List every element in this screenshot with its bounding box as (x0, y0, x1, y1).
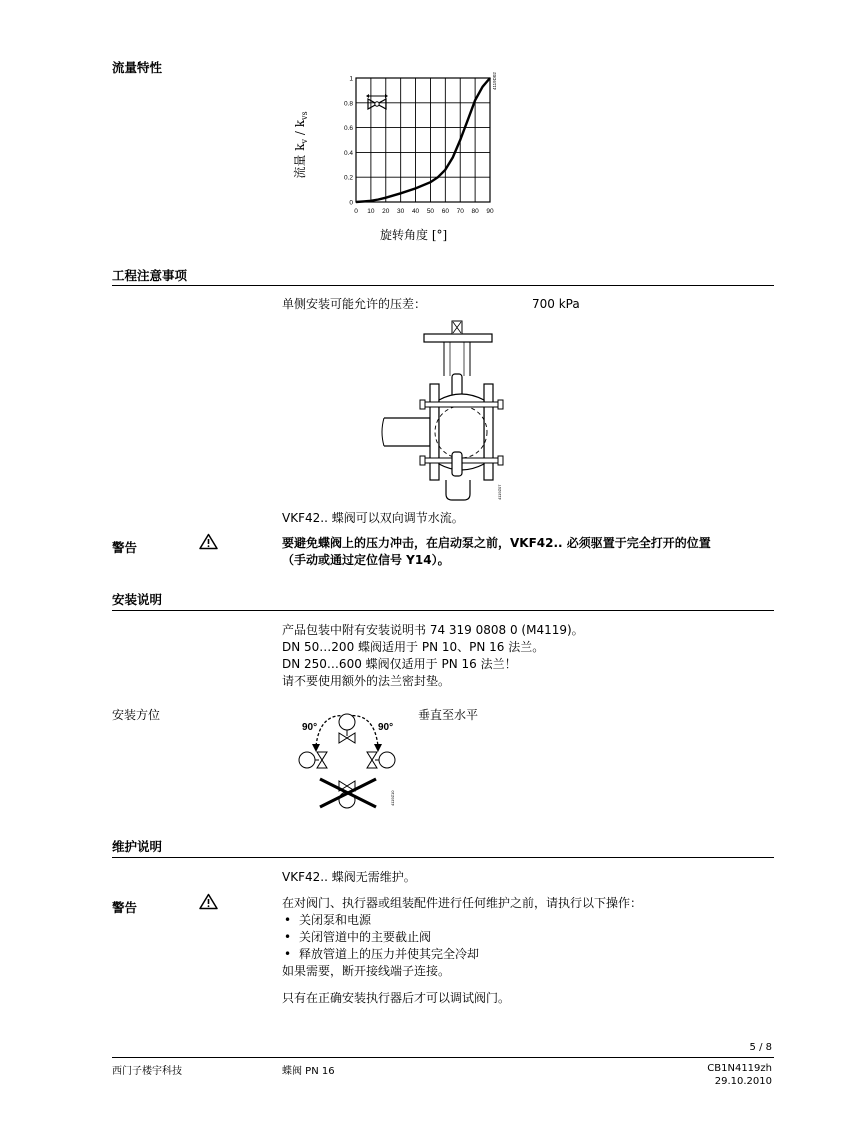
x-tick-label: 40 (411, 208, 420, 215)
bidirectional-note: VKF42.. 蝶阀可以双向调节水流。 (282, 511, 464, 525)
x-tick-label: 20 (382, 208, 390, 215)
ylabel-sub1: v (300, 138, 310, 144)
valve-installation-drawing (380, 318, 510, 506)
list-item: • 关闭管道中的主要截止阀 (282, 929, 762, 946)
flow-figure-id: 4119D02 (492, 72, 497, 90)
y-tick-label: 0.8 (343, 100, 353, 108)
installation-heading: 安装说明 (112, 592, 163, 607)
ylabel-sub2: vs (300, 111, 310, 121)
footer-doc-info (707, 1062, 772, 1088)
orientation-value: 垂直至水平 (418, 708, 479, 722)
angle-left-label: 90° (302, 722, 318, 733)
pressure-label: 单侧安装可能允许的压差： (282, 297, 427, 311)
orientation-figure-id: 4119Z10 (390, 790, 395, 806)
page-number: 5 / 8 (749, 1042, 772, 1053)
y-tick-label: 0.4 (343, 149, 353, 157)
no-maintenance-note: VKF42.. 蝶阀无需维护。 (282, 870, 416, 884)
warning-line-1: 要避免蝶阀上的压力冲击，在启动泵之前，VKF42.. 必须驱置于完全打开的位置 (282, 536, 711, 550)
y-tick-label: 0 (349, 199, 353, 207)
section-rule (112, 857, 774, 858)
chart-y-ticks (344, 76, 353, 207)
x-tick-label: 60 (441, 208, 449, 215)
x-tick-label: 80 (471, 208, 479, 215)
warning-line-2: （手动或通过定位信号 Y14）。 (282, 553, 450, 567)
ylabel-prefix: 流量 k (292, 143, 307, 179)
warning-label-2: 警告 (112, 900, 138, 915)
flow-chart-ylabel (290, 110, 310, 180)
x-tick-label: 30 (397, 208, 405, 215)
warning-label-1: 警告 (112, 540, 138, 555)
x-tick-label: 0 (354, 208, 358, 215)
installation-notes (282, 622, 762, 690)
flow-heading: 流量特性 (112, 60, 163, 75)
x-tick-label: 50 (426, 208, 435, 215)
orientation-drawing (290, 706, 410, 812)
chart-grid (356, 78, 490, 202)
footer-company: 西门子楼宇科技 (112, 1066, 182, 1077)
commissioning-note: 只有在正确安装执行器后才可以调试阀门。 (282, 991, 511, 1005)
maintenance-intro: 在对阀门、执行器或组装配件进行任何维护之前，请执行以下操作： (282, 896, 643, 910)
maintenance-instructions (282, 895, 762, 1007)
y-tick-label: 0.6 (343, 125, 353, 133)
butterfly-valve-icon (366, 94, 388, 109)
engineering-heading: 工程注意事项 (112, 268, 188, 283)
y-tick-label: 1 (349, 75, 353, 83)
disconnect-note: 如果需要，断开接线端子连接。 (282, 964, 451, 978)
warning-triangle-icon (199, 893, 218, 910)
maintenance-steps (282, 912, 762, 963)
chart-series-line (356, 78, 490, 202)
installation-line: 产品包装中附有安装说明书 74 319 0808 0 (M4119)。 (282, 623, 584, 637)
maintenance-heading: 维护说明 (112, 839, 163, 854)
x-tick-label: 70 (456, 208, 464, 215)
footer-date: 29.10.2010 (714, 1076, 772, 1087)
x-tick-label: 90 (486, 208, 494, 215)
chart-x-ticks (354, 208, 494, 215)
y-tick-label: 0.2 (343, 174, 353, 182)
pressure-value: 700 kPa (532, 297, 580, 311)
ylabel-sep: / k (292, 120, 307, 139)
footer-rule (112, 1057, 774, 1058)
installation-line: DN 50…200 蝶阀适用于 PN 10、PN 16 法兰。 (282, 640, 545, 654)
list-item: • 释放管道上的压力并使其完全冷却 (282, 946, 762, 963)
angle-right-label: 90° (378, 722, 394, 733)
footer-product: 蝶阀 PN 16 (282, 1066, 335, 1077)
flow-chart (330, 70, 510, 230)
chart-frame (356, 78, 490, 202)
installation-line: 请不要使用额外的法兰密封垫。 (282, 674, 451, 688)
warning-triangle-icon (199, 533, 218, 550)
valve-figure-id: 4119Z07 (497, 484, 502, 500)
list-item: • 关闭泵和电源 (282, 912, 762, 929)
orientation-label: 安装方位 (112, 708, 161, 722)
footer-doc-id: CB1N4119zh (707, 1063, 772, 1074)
pressure-shock-warning (282, 535, 762, 569)
flow-chart-xlabel: 旋转角度 [°] (380, 228, 448, 242)
x-tick-label: 10 (367, 208, 375, 215)
section-rule (112, 285, 774, 286)
installation-line: DN 250…600 蝶阀仅适用于 PN 16 法兰！ (282, 657, 517, 671)
section-rule (112, 610, 774, 611)
